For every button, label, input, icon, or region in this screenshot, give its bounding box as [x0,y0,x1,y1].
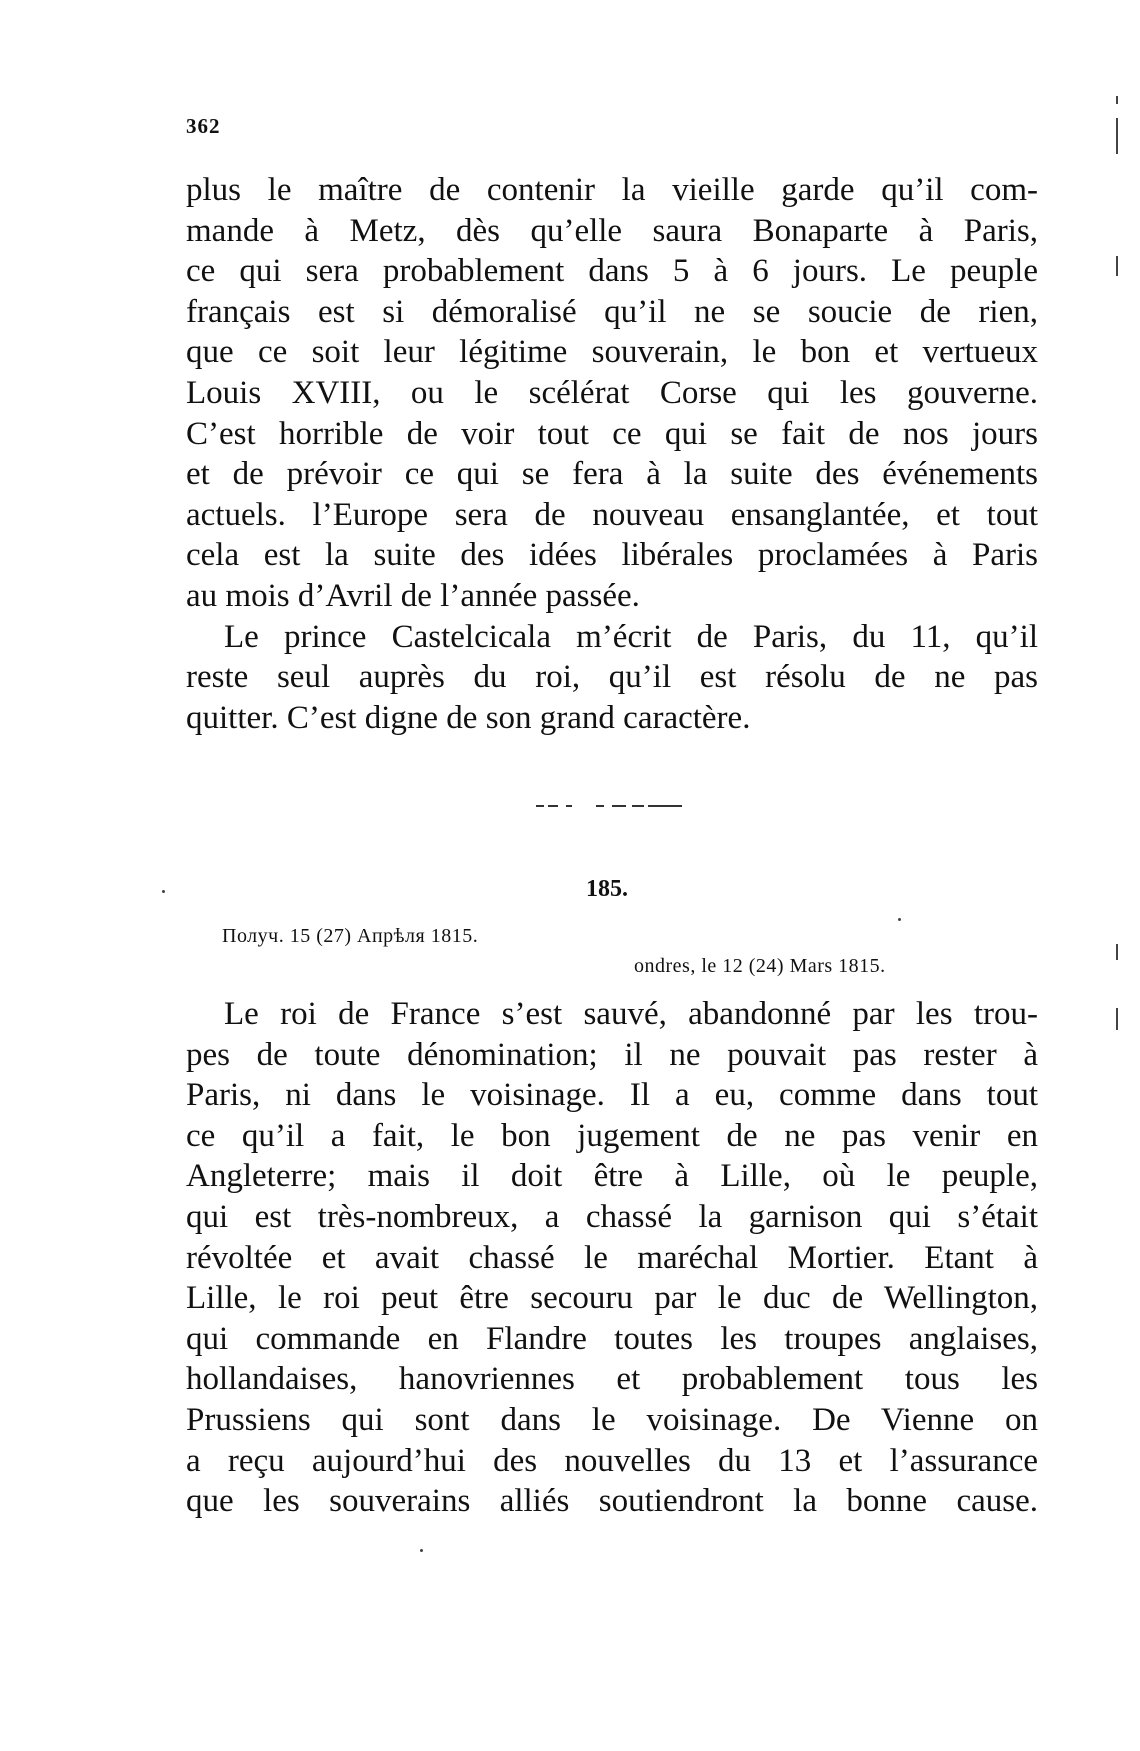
text-line: Le prince Castelcicala m’écrit de Paris, du 11, qu’il [224,618,1038,655]
scan-edge-mark [1116,944,1118,960]
text-line: révoltée et avait chassé le maréchal Mortier. Etant à [186,1239,1038,1276]
text-line: qui commande en Flandre toutes les troupes anglaises, [186,1320,1038,1357]
text-line: Louis XVIII, ou le scélérat Corse qui les gouverne. [186,374,1038,411]
letter-dateline: ondres, le 12 (24) Mars 1815. [634,955,886,977]
text-line: que ce soit leur légitime souverain, le bon et vertueux [186,334,1038,371]
text-line: pes de toute dénomination; il ne pouvait pas rester à [186,1036,1038,1073]
text-line: au mois d’Avril de l’année passée. [186,577,640,614]
text-line: Paris, ni dans le voisinage. Il a eu, comme dans tout [186,1077,1038,1114]
text-line: a reçu aujourd’hui des nouvelles du 13 et l’assurance [186,1442,1038,1479]
text-line: Lille, le roi peut être secouru par le duc de Wellington, [186,1280,1038,1317]
text-block-letter [186,994,1038,1522]
scan-speck [162,890,165,893]
text-line: Prussiens qui sont dans le voisinage. De Vienne on [186,1401,1038,1438]
text-line: et de prévoir ce qui se fera à la suite des événements [186,456,1038,493]
text-line: plus le maître de contenir la vieille garde qu’il com- [186,172,1038,208]
scan-speck [420,1549,423,1552]
scan-speck [898,918,901,921]
text-line: hollandaises, hanovriennes et probablement tous les [186,1361,1038,1398]
text-line: mande à Metz, dès qu’elle saura Bonaparte à Paris, [186,212,1038,249]
text-line: ce qui sera probablement dans 5 à 6 jours. Le peuple [186,253,1038,290]
text-line: qui est très-nombreux, a chassé la garnison qui s’était [186,1198,1038,1235]
letter-number: 185. [586,876,628,902]
scan-edge-mark [1116,1008,1118,1030]
page-number: 362 [186,114,221,138]
section-separator [536,803,696,809]
text-line: cela est la suite des idées libérales proclamées à Paris [186,537,1038,574]
text-line: Angleterre; mais il doit être à Lille, où le peuple, [186,1158,1038,1195]
scan-edge-mark [1116,96,1118,104]
scan-edge-mark [1116,118,1118,154]
received-date: Получ. 15 (27) Апрѣля 1815. [222,925,479,947]
text-line: quitter. C’est digne de son grand caractère. [186,699,751,736]
text-line: C’est horrible de voir tout ce qui se fait de nos jours [186,415,1038,452]
text-line: que les souverains alliés soutiendront la bonne cause. [186,1483,1038,1520]
text-block-upper [186,170,1038,738]
text-line: actuels. l’Europe sera de nouveau ensanglantée, et tout [186,496,1038,533]
text-line: Le roi de France s’est sauvé, abandonné par les trou- [224,996,1038,1032]
scan-edge-mark [1116,256,1118,276]
text-line: reste seul auprès du roi, qu’il est résolu de ne pas [186,659,1038,696]
text-line: ce qu’il a fait, le bon jugement de ne pas venir en [186,1117,1038,1154]
text-line: français est si démoralisé qu’il ne se soucie de rien, [186,293,1038,330]
